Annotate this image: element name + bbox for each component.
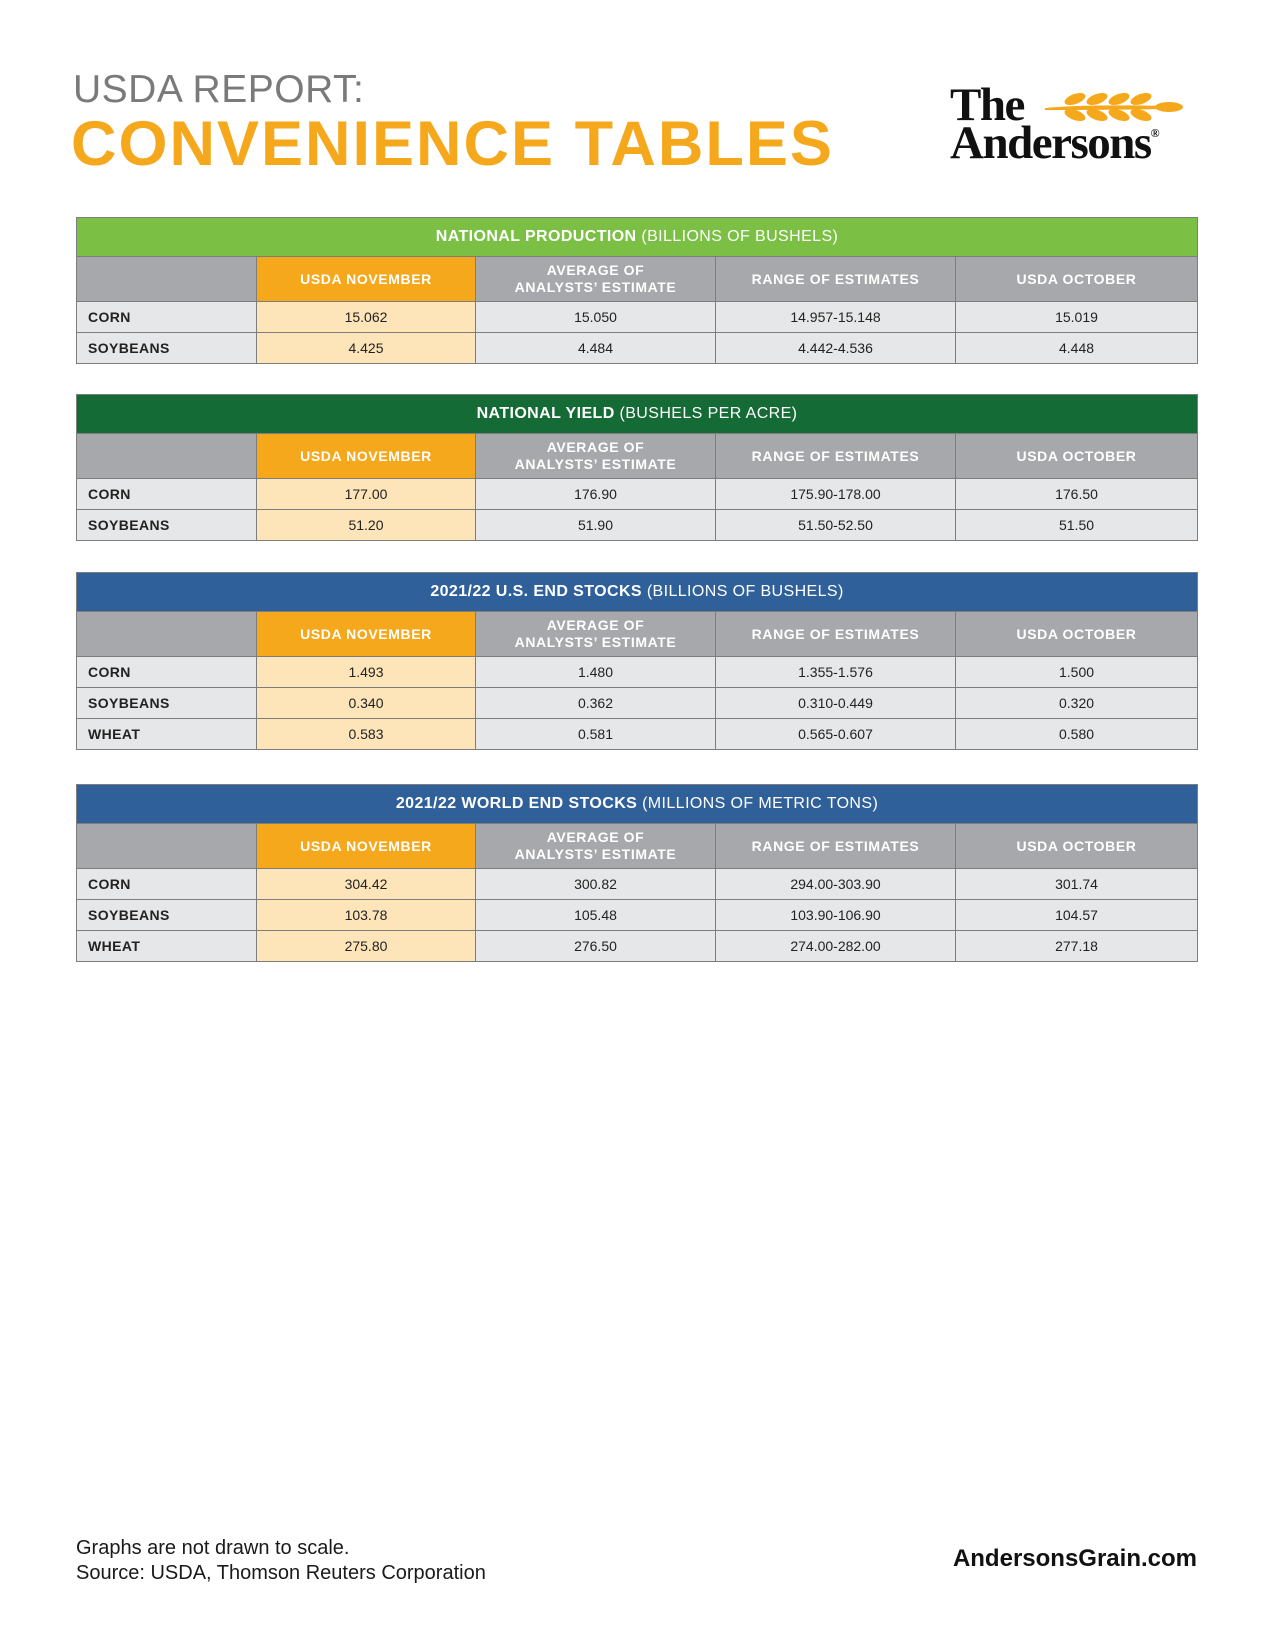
row-label: CORN: [77, 479, 257, 510]
cell-average: 276.50: [476, 931, 716, 962]
header-blank: [77, 257, 257, 302]
header-blank: [77, 434, 257, 479]
cell-range: 51.50-52.50: [716, 510, 956, 541]
report-title: CONVENIENCE TABLES: [71, 109, 834, 179]
footer-source: Source: USDA, Thomson Reuters Corporation: [76, 1562, 486, 1584]
header-usda-october: USDA OCTOBER: [956, 824, 1198, 869]
row-label: WHEAT: [77, 719, 257, 750]
cell-range: 294.00-303.90: [716, 869, 956, 900]
header-average-line2: ANALYSTS’ ESTIMATE: [514, 846, 677, 862]
cell-average: 176.90: [476, 479, 716, 510]
header-usda-october: USDA OCTOBER: [956, 612, 1198, 657]
table-title-bold: NATIONAL PRODUCTION: [435, 228, 637, 245]
table-row: [77, 479, 1198, 510]
cell-usda-october: 0.320: [956, 688, 1198, 719]
cell-usda-november: 51.20: [257, 510, 476, 541]
table-title-unit: (BILLIONS OF BUSHELS): [636, 228, 839, 245]
cell-usda-october: 15.019: [956, 302, 1198, 333]
footer-notes: [76, 1536, 486, 1586]
row-label: SOYBEANS: [77, 900, 257, 931]
world-end-stocks-table: [76, 784, 1198, 962]
cell-average: 1.480: [476, 657, 716, 688]
table-row: [77, 657, 1198, 688]
report-subtitle: USDA REPORT:: [73, 68, 365, 111]
national-production-table: [76, 217, 1198, 364]
table-title: [77, 573, 1198, 612]
cell-average: 0.362: [476, 688, 716, 719]
table-title-bold: 2021/22 WORLD END STOCKS: [395, 795, 638, 812]
table-title-bold: 2021/22 U.S. END STOCKS: [430, 583, 642, 600]
header-usda-november: USDA NOVEMBER: [257, 612, 476, 657]
the-andersons-logo: [950, 79, 1200, 172]
row-label: CORN: [77, 302, 257, 333]
header-range: RANGE OF ESTIMATES: [716, 824, 956, 869]
header-average: [476, 612, 716, 657]
cell-usda-november: 4.425: [257, 333, 476, 364]
table-title: [77, 785, 1198, 824]
cell-average: 51.90: [476, 510, 716, 541]
logo-text-andersons-word: Andersons: [950, 117, 1151, 169]
row-label: CORN: [77, 869, 257, 900]
table-title: [77, 218, 1198, 257]
header-average-line1: AVERAGE OF: [546, 439, 645, 455]
header-average-line2: ANALYSTS’ ESTIMATE: [514, 279, 677, 295]
header-usda-november: USDA NOVEMBER: [257, 434, 476, 479]
cell-usda-october: 277.18: [956, 931, 1198, 962]
table-row: [77, 931, 1198, 962]
cell-average: 15.050: [476, 302, 716, 333]
table-title-unit: (BILLIONS OF BUSHELS): [641, 583, 844, 600]
cell-average: 300.82: [476, 869, 716, 900]
header-usda-october: USDA OCTOBER: [956, 257, 1198, 302]
header-usda-november: USDA NOVEMBER: [257, 824, 476, 869]
table-row: [77, 333, 1198, 364]
header-average-line2: ANALYSTS’ ESTIMATE: [514, 456, 677, 472]
cell-range: 0.310-0.449: [716, 688, 956, 719]
header-average: [476, 434, 716, 479]
table-title-unit: (BUSHELS PER ACRE): [614, 405, 798, 422]
cell-usda-october: 51.50: [956, 510, 1198, 541]
row-label: SOYBEANS: [77, 510, 257, 541]
national-yield-table: [76, 394, 1198, 541]
logo-text-the: The: [950, 79, 1024, 131]
header-range: RANGE OF ESTIMATES: [716, 612, 956, 657]
header-average-line2: ANALYSTS’ ESTIMATE: [514, 634, 677, 650]
row-label: SOYBEANS: [77, 688, 257, 719]
cell-usda-october: 176.50: [956, 479, 1198, 510]
cell-usda-october: 0.580: [956, 719, 1198, 750]
registered-mark: ®: [1150, 126, 1160, 140]
cell-range: 4.442-4.536: [716, 333, 956, 364]
header-blank: [77, 824, 257, 869]
cell-average: 105.48: [476, 900, 716, 931]
header-average: [476, 824, 716, 869]
table-row: [77, 900, 1198, 931]
header-usda-october: USDA OCTOBER: [956, 434, 1198, 479]
cell-usda-october: 104.57: [956, 900, 1198, 931]
row-label: CORN: [77, 657, 257, 688]
cell-range: 14.957-15.148: [716, 302, 956, 333]
cell-average: 0.581: [476, 719, 716, 750]
header-range: RANGE OF ESTIMATES: [716, 434, 956, 479]
table-title: [77, 395, 1198, 434]
cell-usda-october: 301.74: [956, 869, 1198, 900]
cell-average: 4.484: [476, 333, 716, 364]
table-row: [77, 302, 1198, 333]
header-blank: [77, 612, 257, 657]
table-title-unit: (MILLIONS OF METRIC TONS): [637, 795, 879, 812]
table-row: [77, 869, 1198, 900]
table-row: [77, 510, 1198, 541]
row-label: SOYBEANS: [77, 333, 257, 364]
table-row: [77, 719, 1198, 750]
cell-range: 0.565-0.607: [716, 719, 956, 750]
us-end-stocks-table: [76, 572, 1198, 750]
website-link[interactable]: AndersonsGrain.com: [952, 1545, 1197, 1572]
cell-usda-october: 4.448: [956, 333, 1198, 364]
header-average-line1: AVERAGE OF: [546, 617, 645, 633]
cell-range: 1.355-1.576: [716, 657, 956, 688]
cell-usda-october: 1.500: [956, 657, 1198, 688]
header-average: [476, 257, 716, 302]
cell-usda-november: 1.493: [257, 657, 476, 688]
cell-range: 274.00-282.00: [716, 931, 956, 962]
cell-usda-november: 103.78: [257, 900, 476, 931]
header-range: RANGE OF ESTIMATES: [716, 257, 956, 302]
footer-scale-note: Graphs are not drawn to scale.: [76, 1537, 350, 1559]
cell-range: 103.90-106.90: [716, 900, 956, 931]
logo-text-andersons: [950, 116, 1160, 170]
cell-usda-november: 275.80: [257, 931, 476, 962]
header-usda-november: USDA NOVEMBER: [257, 257, 476, 302]
cell-usda-november: 177.00: [257, 479, 476, 510]
cell-usda-november: 304.42: [257, 869, 476, 900]
cell-usda-november: 15.062: [257, 302, 476, 333]
cell-range: 175.90-178.00: [716, 479, 956, 510]
cell-usda-november: 0.583: [257, 719, 476, 750]
header-average-line1: AVERAGE OF: [546, 262, 645, 278]
header-average-line1: AVERAGE OF: [546, 829, 645, 845]
cell-usda-november: 0.340: [257, 688, 476, 719]
row-label: WHEAT: [77, 931, 257, 962]
table-row: [77, 688, 1198, 719]
table-title-bold: NATIONAL YIELD: [476, 405, 615, 422]
